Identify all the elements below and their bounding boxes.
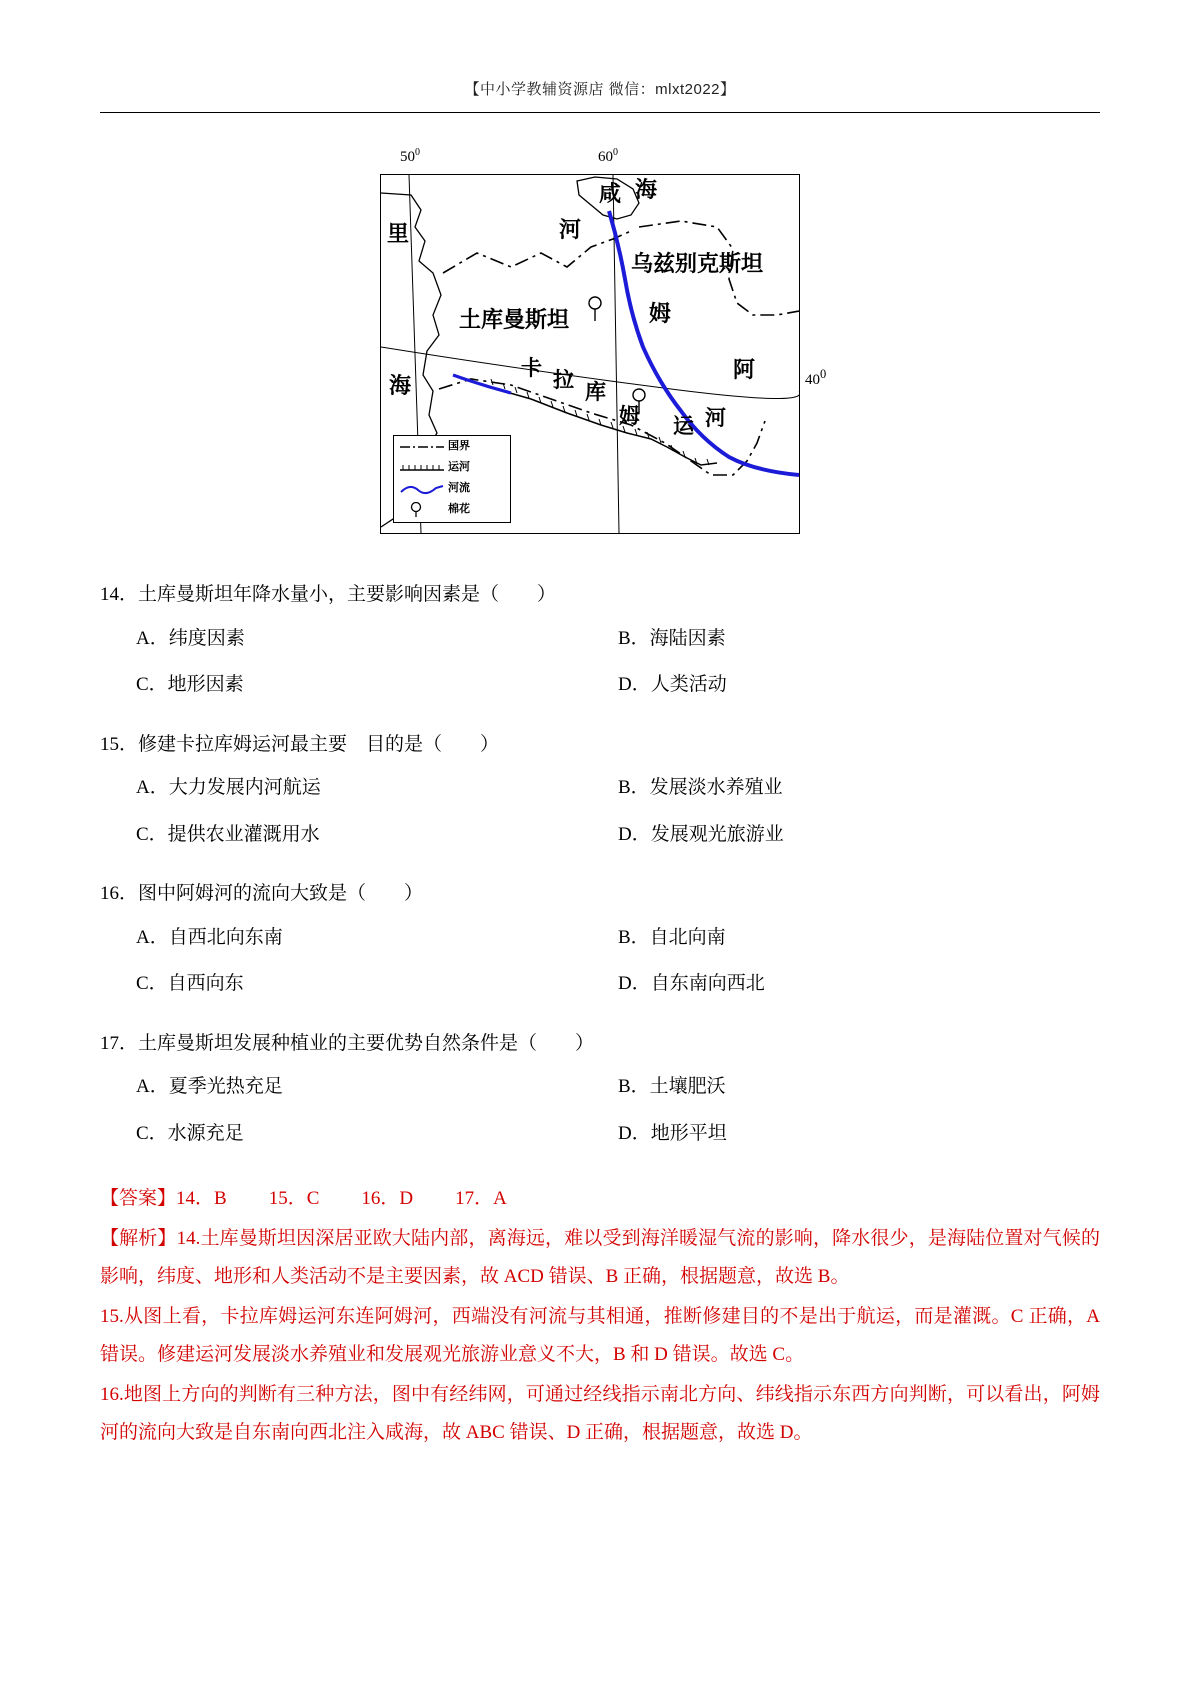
option-c[interactable]: C．地形因素 xyxy=(136,674,244,695)
border-north xyxy=(443,231,631,273)
legend-item xyxy=(394,478,510,499)
map-label-he: 河 xyxy=(559,217,582,242)
answer-14: 14．B xyxy=(176,1188,227,1209)
option-d[interactable]: D．人类活动 xyxy=(618,674,727,695)
answer-16: 16．D xyxy=(361,1188,414,1209)
question-options xyxy=(136,915,1100,1008)
longitude-label-60: $60^0$ xyxy=(598,147,618,165)
latitude-label-40: $40^0$ xyxy=(805,367,827,388)
question-stem: 16．图中阿姆河的流向大致是（ ） xyxy=(100,883,424,904)
option-a[interactable]: A．大力发展内河航运 xyxy=(136,777,321,798)
legend-label: 国界 xyxy=(448,439,470,452)
legend-item xyxy=(394,436,510,457)
answer-15: 15．C xyxy=(268,1188,320,1209)
option-a[interactable]: A．自西北向东南 xyxy=(136,926,283,948)
option-c[interactable]: C．自西向东 xyxy=(136,973,244,994)
question-options xyxy=(136,1064,1100,1157)
answer-prefix: 【答案】 xyxy=(100,1188,177,1209)
question-stem: 15．修建卡拉库姆运河最主要 目的是（ ） xyxy=(100,733,500,755)
document-content xyxy=(0,139,1200,1452)
map-label-la: 拉 xyxy=(553,369,574,392)
question-17 xyxy=(100,1030,1100,1158)
option-b[interactable]: B．海陆因素 xyxy=(618,627,726,649)
option-d[interactable]: D．地形平坦 xyxy=(618,1122,727,1144)
map-label-ku: 库 xyxy=(585,381,606,404)
longitude-label-50: $50^0$ xyxy=(400,147,420,165)
map-label-mu2: 姆 xyxy=(619,405,640,428)
question-14 xyxy=(100,581,1100,709)
map-label-ka: 卡 xyxy=(521,357,542,380)
map-label-mu: 姆 xyxy=(649,301,672,326)
map-label-hai: 海 xyxy=(389,373,412,398)
map-legend xyxy=(393,435,511,523)
legend-item xyxy=(394,499,510,520)
map-label-aral-sea-2: 海 xyxy=(635,177,658,202)
legend-label: 运河 xyxy=(448,460,470,473)
cotton-icon xyxy=(398,502,446,518)
dash-dot-line-icon xyxy=(398,439,446,455)
blue-wave-line-icon xyxy=(398,481,446,497)
question-16 xyxy=(100,880,1100,1008)
map-label-uzbekistan: 乌兹别克斯坦 xyxy=(631,251,764,276)
option-d[interactable]: D．发展观光旅游业 xyxy=(618,823,784,845)
option-a[interactable]: A．纬度因素 xyxy=(136,627,245,649)
answer-17: 17．A xyxy=(455,1188,507,1209)
page-header xyxy=(0,0,1200,99)
analysis-paragraph-15: 15.从图上看，卡拉库姆运河东连阿姆河，西端没有河流与其相通，推断修建目的不是出于航运，而是灌溉。C 正确，A 错误。修建运河发展淡水养殖业和发展观光旅游业意义不大，B 和 D 错误。故选 C。 xyxy=(100,1306,1100,1365)
analysis-paragraph-16: 16.地图上方向的判断有三种方法，图中有经纬网，可通过经线指示南北方向、纬线指示东西方向判断，可以看出，阿姆河的流向大致是自东南向西北注入咸海，故 ABC 错误、D 正确，根据题意，故选 D。 xyxy=(100,1384,1100,1443)
legend-item xyxy=(394,457,510,478)
map-label-li: 里 xyxy=(387,221,410,246)
map-label-aral-sea: 咸 xyxy=(599,181,622,206)
watermark-text: 【中小学教辅资源店 微信：mlxt2022】 xyxy=(464,81,736,98)
hatched-line-icon xyxy=(398,460,446,476)
map-figure xyxy=(350,139,850,559)
map-frame xyxy=(380,174,800,534)
map-label-yun: 运 xyxy=(673,415,694,438)
legend-label: 棉花 xyxy=(448,502,470,515)
option-c[interactable]: C．提供农业灌溉用水 xyxy=(136,823,320,845)
map-figure-wrap xyxy=(100,139,1100,559)
option-b[interactable]: B．土壤肥沃 xyxy=(618,1076,726,1097)
analysis-paragraph-14 xyxy=(100,1220,1100,1296)
map-label-a: 阿 xyxy=(733,357,756,382)
answer-line xyxy=(100,1183,1100,1210)
analysis-text-14: 14.土库曼斯坦因深居亚欧大陆内部，离海远，难以受到海洋暖湿气流的影响，降水很少，是海陆位置对气候的影响，纬度、地形和人类活动不是主要因素，故 ACD 错误、B 正确，根据题意，故选 B。 xyxy=(100,1228,1100,1287)
option-d[interactable]: D．自东南向西北 xyxy=(618,973,765,994)
question-stem: 17．土库曼斯坦发展种植业的主要优势自然条件是（ ） xyxy=(100,1032,595,1054)
option-a[interactable]: A．夏季光热充足 xyxy=(136,1076,283,1097)
analysis-prefix: 【解析】 xyxy=(100,1228,177,1249)
cotton-icon xyxy=(589,297,601,321)
header-divider xyxy=(100,112,1100,113)
option-b[interactable]: B．自北向南 xyxy=(618,926,726,948)
question-15 xyxy=(100,731,1100,859)
map-label-turkmenistan: 土库曼斯坦 xyxy=(459,307,570,332)
question-options xyxy=(136,765,1100,858)
question-options xyxy=(136,616,1100,709)
legend-label: 河流 xyxy=(448,481,470,494)
option-b[interactable]: B．发展淡水养殖业 xyxy=(618,777,783,798)
option-c[interactable]: C．水源充足 xyxy=(136,1122,244,1144)
question-stem: 14．土库曼斯坦年降水量小，主要影响因素是（ ） xyxy=(100,584,557,605)
map-label-he2: 河 xyxy=(705,407,726,430)
analysis-block xyxy=(100,1220,1100,1452)
